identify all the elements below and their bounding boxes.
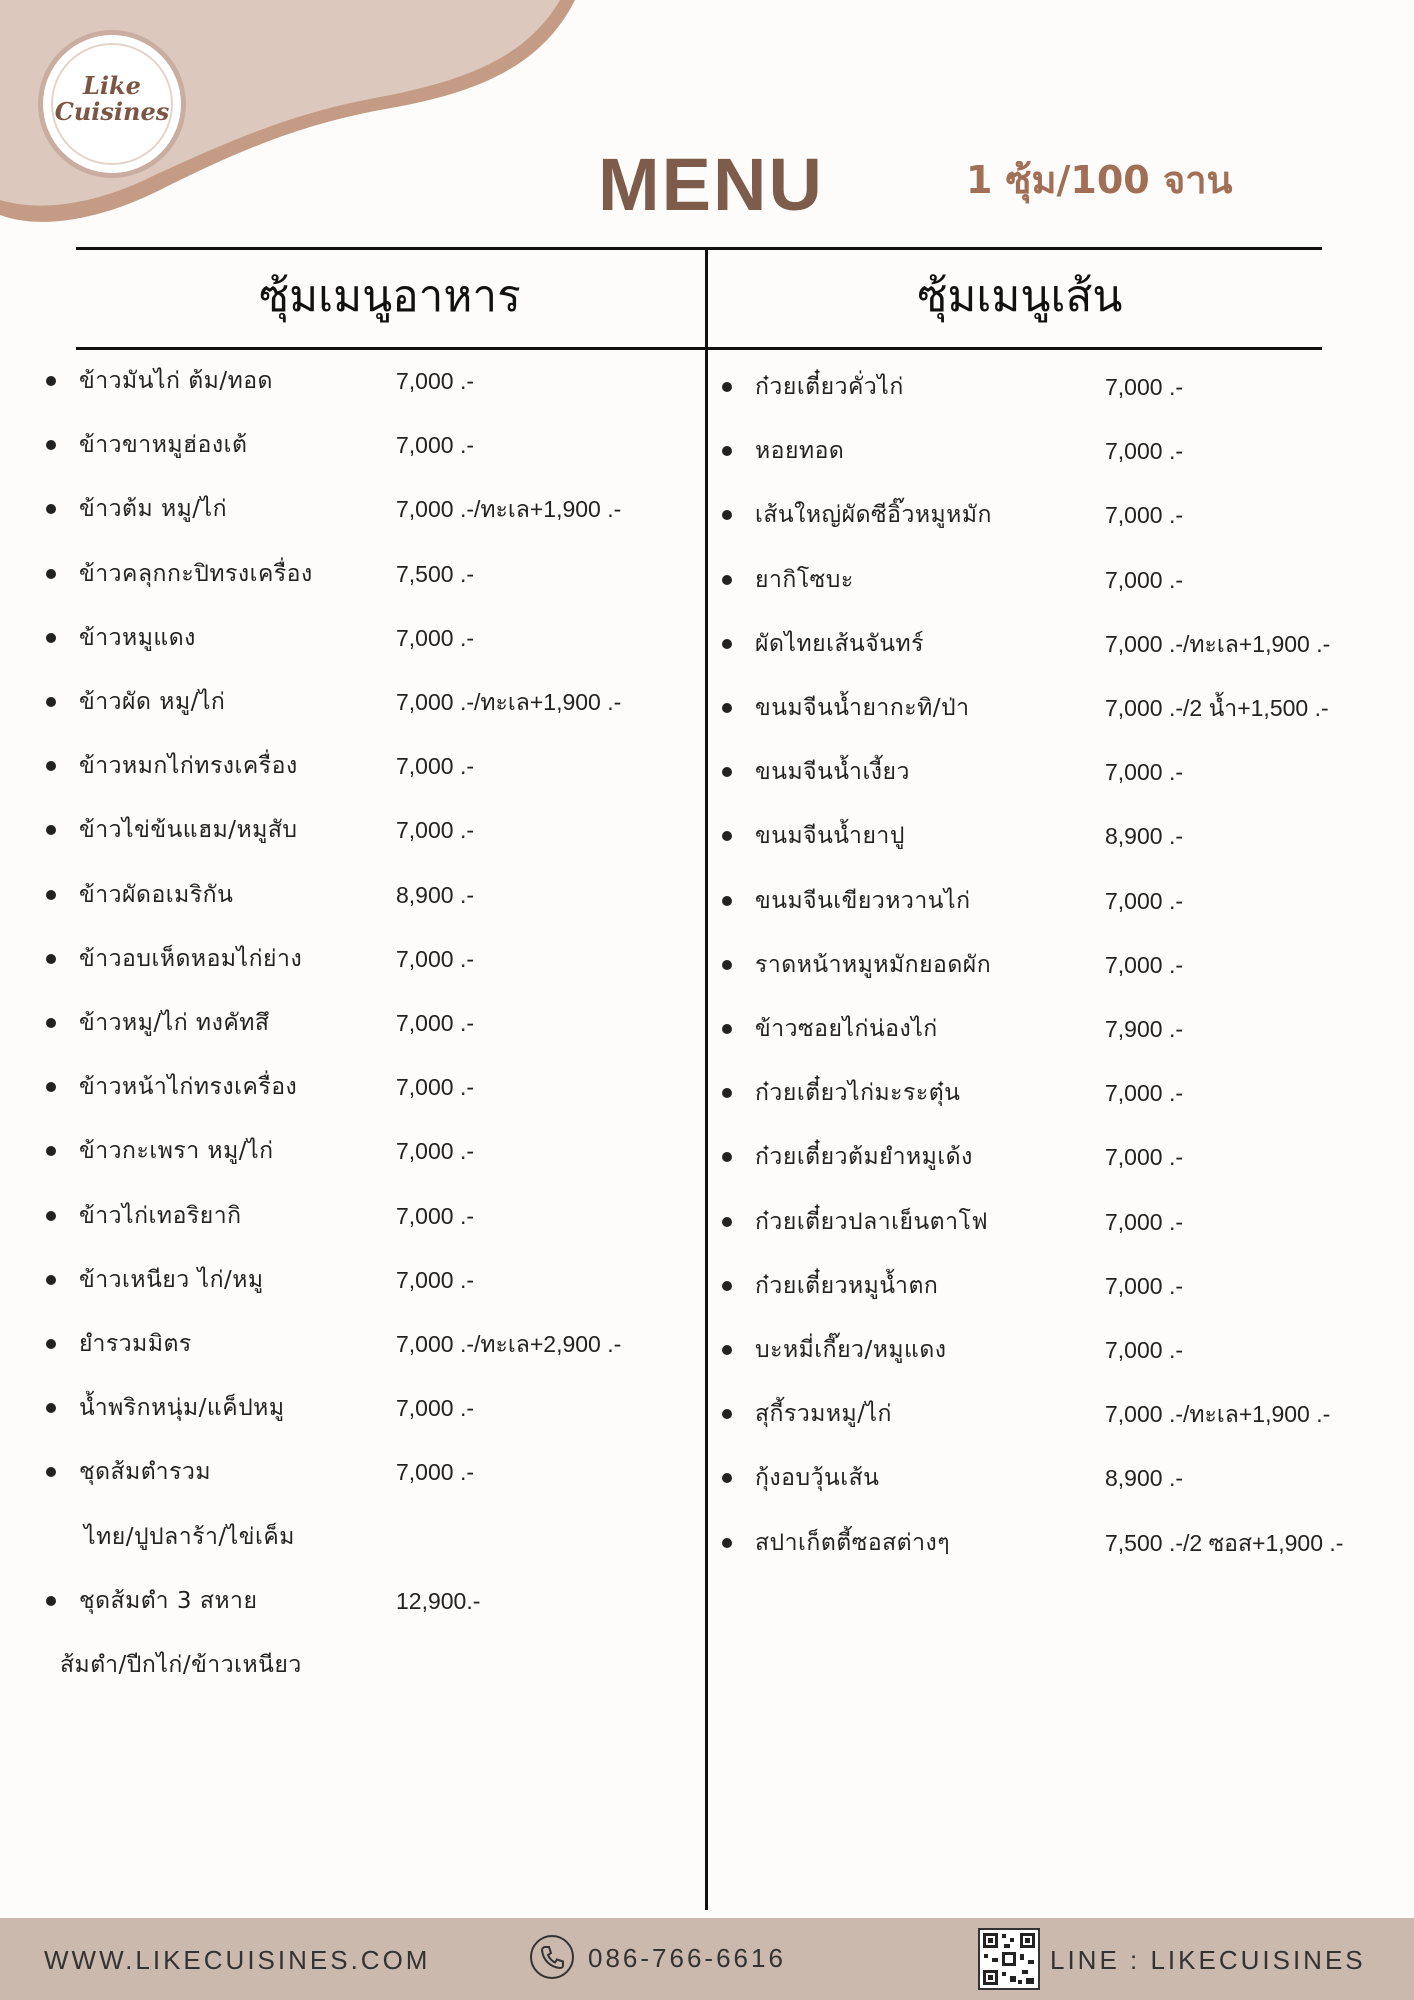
menu-item-name: ราดหน้าหมูหมักยอดผัก — [755, 951, 992, 978]
bullet — [46, 1467, 56, 1477]
bullet — [722, 767, 732, 777]
menu-item — [722, 1009, 1392, 1049]
menu-item-name: หอยทอด — [755, 438, 845, 465]
menu-item — [722, 1137, 1392, 1177]
menu-item-price: 7,000 .- — [1105, 1080, 1183, 1107]
menu-item-price: 7,000 .- — [1105, 1337, 1183, 1363]
menu-item — [46, 682, 686, 722]
column-heading-noodles: ซุ้มเมนูเส้น — [917, 271, 1123, 322]
menu-item-price: 7,000 .-/ทะเล+1,900 .- — [396, 689, 622, 715]
logo-text — [43, 73, 181, 125]
menu-item-price: 7,000 .- — [396, 1010, 474, 1036]
bullet — [722, 1281, 732, 1291]
phone-icon — [530, 1935, 574, 1979]
menu-item-name: ก๋วยเตี๋ยวไก่มะระตุ๋น — [755, 1080, 961, 1107]
footer — [0, 1918, 1414, 2000]
menu-item-price: 12,900.- — [396, 1587, 481, 1614]
logo — [38, 30, 186, 178]
menu-item — [722, 945, 1392, 985]
menu-item-price: 7,000 .- — [1105, 566, 1183, 593]
menu-item-price: 7,000 .- — [396, 1074, 474, 1101]
menu-item-name: สปาเก็ตตี้ซอสต่างๆ — [755, 1529, 951, 1556]
bullet — [46, 1275, 56, 1285]
bullet — [722, 446, 732, 456]
bullet — [722, 960, 732, 970]
bullet — [46, 761, 56, 771]
menu-item — [722, 624, 1392, 664]
menu-item — [46, 875, 686, 915]
menu-item-name: ผัดไทยเส้นจันทร์ — [755, 630, 924, 657]
qr-code-icon — [978, 1928, 1040, 1990]
menu-item-name: ข้าวซอยไก่น่องไก่ — [755, 1016, 938, 1042]
menu-item-price: 7,000 .- — [396, 1459, 474, 1486]
menu-item-name: ส้มตำ/ปีกไก่/ข้าวเหนียว — [60, 1652, 302, 1678]
menu-item-price: 7,000 .- — [396, 432, 474, 459]
menu-item-name: ขนมจีนเขียวหวานไก่ — [755, 887, 971, 914]
menu-item-name: ข้าวหน้าไก่ทรงเครื่อง — [79, 1074, 298, 1101]
menu-item — [46, 554, 686, 594]
menu-item — [722, 688, 1392, 728]
bullet — [722, 510, 732, 520]
menu-item — [46, 361, 686, 401]
menu-item — [722, 560, 1392, 600]
footer-website[interactable]: WWW.LIKECUISINES.COM — [44, 1945, 431, 1975]
menu-item-price: 7,000 .-/ทะเล+1,900 .- — [1105, 630, 1331, 657]
bullet — [46, 1596, 56, 1606]
menu-item-price: 7,000 .- — [1105, 438, 1183, 465]
menu-item-price: 7,000 .-/ทะเล+1,900 .- — [396, 496, 622, 523]
menu-item-price: 7,500 .- — [396, 560, 474, 587]
menu-item-name: น้ำพริกหนุ่ม/แค็ปหมู — [79, 1395, 285, 1422]
menu-item — [722, 495, 1392, 535]
menu-item-name: ยำรวมมิตร — [79, 1331, 192, 1357]
bullet — [46, 1211, 56, 1221]
bullet — [46, 440, 56, 450]
menu-item-name: สุกี้รวมหมู/ไก่ — [755, 1401, 892, 1428]
bullet — [722, 1473, 732, 1483]
menu-item — [46, 1196, 686, 1236]
menu-item-name: ไทย/ปูปลาร้า/ไข่เค็ม — [84, 1523, 295, 1550]
menu-item — [722, 752, 1392, 792]
bullet — [722, 1024, 732, 1034]
menu-item-price: 7,000 .- — [1105, 374, 1183, 400]
menu-item-price: 7,000 .- — [396, 1395, 474, 1422]
menu-item-name: ข้าวผัด หมู/ไก่ — [79, 689, 226, 715]
logo-text-line-1: Like — [83, 71, 141, 100]
menu-item-price: 7,000 .- — [1105, 1208, 1183, 1235]
menu-item-price: 7,000 .- — [1105, 502, 1183, 529]
bullet — [46, 1403, 56, 1413]
column-divider — [705, 248, 708, 1910]
menu-item — [722, 431, 1392, 471]
menu-item — [46, 746, 686, 786]
menu-item-price: 7,000 .- — [396, 624, 474, 651]
bullet — [46, 954, 56, 964]
menu-item-name: ก๋วยเตี๋ยวปลาเย็นตาโฟ — [755, 1208, 989, 1235]
menu-item — [722, 881, 1392, 921]
header-divider — [76, 347, 1322, 350]
bullet — [722, 1538, 732, 1548]
bullet — [46, 376, 56, 386]
menu-item-name: ข้าวเหนียว ไก่/หมู — [79, 1266, 264, 1293]
menu-item-price: 7,000 .-/2 น้ำ+1,500 .- — [1105, 695, 1329, 721]
menu-item-price: 7,000 .- — [1105, 1272, 1183, 1299]
menu-item — [46, 810, 686, 850]
bullet — [46, 1082, 56, 1092]
menu-item-name: ข้าวคลุกกะปิทรงเครื่อง — [79, 560, 313, 587]
bullet — [46, 569, 56, 579]
column-heading-food: ซุ้มเมนูอาหาร — [259, 271, 521, 322]
menu-item — [46, 1452, 686, 1492]
menu-item — [722, 1266, 1392, 1306]
menu-item-price: 7,000 .- — [396, 1202, 474, 1229]
menu-item — [722, 1073, 1392, 1113]
page-subtitle: 1 ซุ้ม/100 จาน — [966, 158, 1233, 202]
menu-item-price: 7,000 .- — [396, 753, 474, 780]
menu-item — [46, 1388, 686, 1428]
menu-item-name: เส้นใหญ่ผัดซีอิ๊วหมูหมัก — [755, 502, 992, 529]
menu-item-name: ข้าวอบเห็ดหอมไก่ย่าง — [79, 945, 303, 972]
menu-item — [722, 1458, 1392, 1498]
bullet — [722, 1345, 732, 1355]
menu-item — [46, 1260, 686, 1300]
menu-item-price: 7,000 .- — [396, 817, 474, 844]
bullet — [46, 633, 56, 643]
menu-item-name: บะหมี่เกี๊ยว/หมูแดง — [755, 1337, 947, 1363]
menu-item-price: 7,000 .- — [1105, 759, 1183, 786]
menu-item-price: 8,900 .- — [396, 881, 474, 908]
bullet — [722, 1409, 732, 1419]
menu-item-name: ยากิโซบะ — [755, 566, 854, 593]
bullet — [722, 382, 732, 392]
menu-item-name: ข้าวผัดอเมริกัน — [79, 881, 234, 908]
menu-item-name: ชุดส้มตำรวม — [79, 1459, 212, 1486]
menu-item — [46, 1324, 686, 1364]
menu-item-price: 7,000 .-/ทะเล+2,900 .- — [396, 1331, 622, 1357]
bullet — [46, 697, 56, 707]
menu-item-price: 7,000 .- — [1105, 887, 1183, 914]
menu-item-price: 8,900 .- — [1105, 823, 1183, 850]
menu-item — [46, 1131, 686, 1171]
menu-item — [722, 1394, 1392, 1434]
logo-text-line-2: Cuisines — [54, 97, 170, 126]
menu-item — [722, 367, 1392, 407]
menu-item-price: 7,500 .-/2 ซอส+1,900 .- — [1105, 1529, 1344, 1556]
menu-item-name: ข้าวมันไก่ ต้ม/ทอด — [79, 368, 273, 394]
menu-item-price: 7,000 .- — [396, 945, 474, 972]
bullet — [722, 1152, 732, 1162]
menu-item — [60, 1645, 700, 1685]
menu-item — [46, 425, 686, 465]
menu-item-price: 7,000 .- — [396, 1138, 474, 1165]
bullet — [722, 575, 732, 585]
menu-item-price: 8,900 .- — [1105, 1465, 1183, 1492]
bullet — [46, 1339, 56, 1349]
menu-item-name: ก๋วยเตี๋ยวต้มยำหมูเด้ง — [755, 1144, 973, 1171]
bullet — [722, 703, 732, 713]
menu-item-name: ข้าวขาหมูฮ่องเต้ — [79, 432, 248, 459]
menu-item — [46, 489, 686, 529]
menu-item-name: ข้าวไก่เทอริยากิ — [79, 1202, 242, 1229]
bullet — [722, 896, 732, 906]
menu-item — [46, 939, 686, 979]
menu-item-name: ขนมจีนน้ำเงี้ยว — [755, 759, 910, 786]
footer-line-id[interactable]: LINE : LIKECUISINES — [1050, 1945, 1366, 1975]
menu-item — [722, 1330, 1392, 1370]
menu-item-name: ข้าวหมกไก่ทรงเครื่อง — [79, 753, 298, 780]
menu-item-name: กุ้งอบวุ้นเส้น — [755, 1465, 880, 1492]
menu-item — [722, 1523, 1392, 1563]
menu-item-price: 7,000 .-/ทะเล+1,900 .- — [1105, 1401, 1331, 1428]
menu-item — [722, 816, 1392, 856]
menu-item — [46, 1003, 686, 1043]
menu-item-price: 7,000 .- — [1105, 1144, 1183, 1171]
menu-item — [46, 1581, 686, 1621]
top-divider — [76, 247, 1322, 250]
bullet — [722, 1088, 732, 1098]
bullet — [46, 1146, 56, 1156]
menu-item-name: ก๋วยเตี๋ยวคั่วไก่ — [755, 374, 904, 400]
menu-item-name: ขนมจีนน้ำยาปู — [755, 823, 905, 850]
menu-item-price: 7,000 .- — [396, 368, 474, 394]
bullet — [46, 504, 56, 514]
bullet — [46, 890, 56, 900]
menu-item-name: ข้าวต้ม หมู/ไก่ — [79, 496, 228, 523]
menu-item-name: ข้าวไข่ข้นแฮม/หมูสับ — [79, 817, 298, 844]
menu-item-price: 7,000 .- — [396, 1266, 474, 1293]
bullet — [722, 1217, 732, 1227]
menu-item — [46, 618, 686, 658]
menu-item-name: ชุดส้มตำ 3 สหาย — [79, 1587, 258, 1614]
menu-item-name: ก๋วยเตี๋ยวหมูน้ำตก — [755, 1272, 939, 1299]
bullet — [46, 825, 56, 835]
page-title: MENU — [598, 143, 824, 226]
menu-item — [84, 1517, 724, 1557]
footer-phone[interactable]: 086-766-6616 — [588, 1943, 786, 1973]
menu-item-name: ขนมจีนน้ำยากะทิ/ป่า — [755, 695, 970, 721]
bullet — [722, 831, 732, 841]
menu-item-price: 7,900 .- — [1105, 1016, 1183, 1042]
menu-item-name: ข้าวหมูแดง — [79, 624, 196, 651]
menu-item-name: ข้าวกะเพรา หมู/ไก่ — [79, 1138, 274, 1165]
menu-item-price: 7,000 .- — [1105, 951, 1183, 978]
bullet — [722, 639, 732, 649]
menu-item-name: ข้าวหมู/ไก่ ทงคัทสึ — [79, 1010, 270, 1036]
menu-item — [722, 1202, 1392, 1242]
bullet — [46, 1018, 56, 1028]
menu-item — [46, 1067, 686, 1107]
